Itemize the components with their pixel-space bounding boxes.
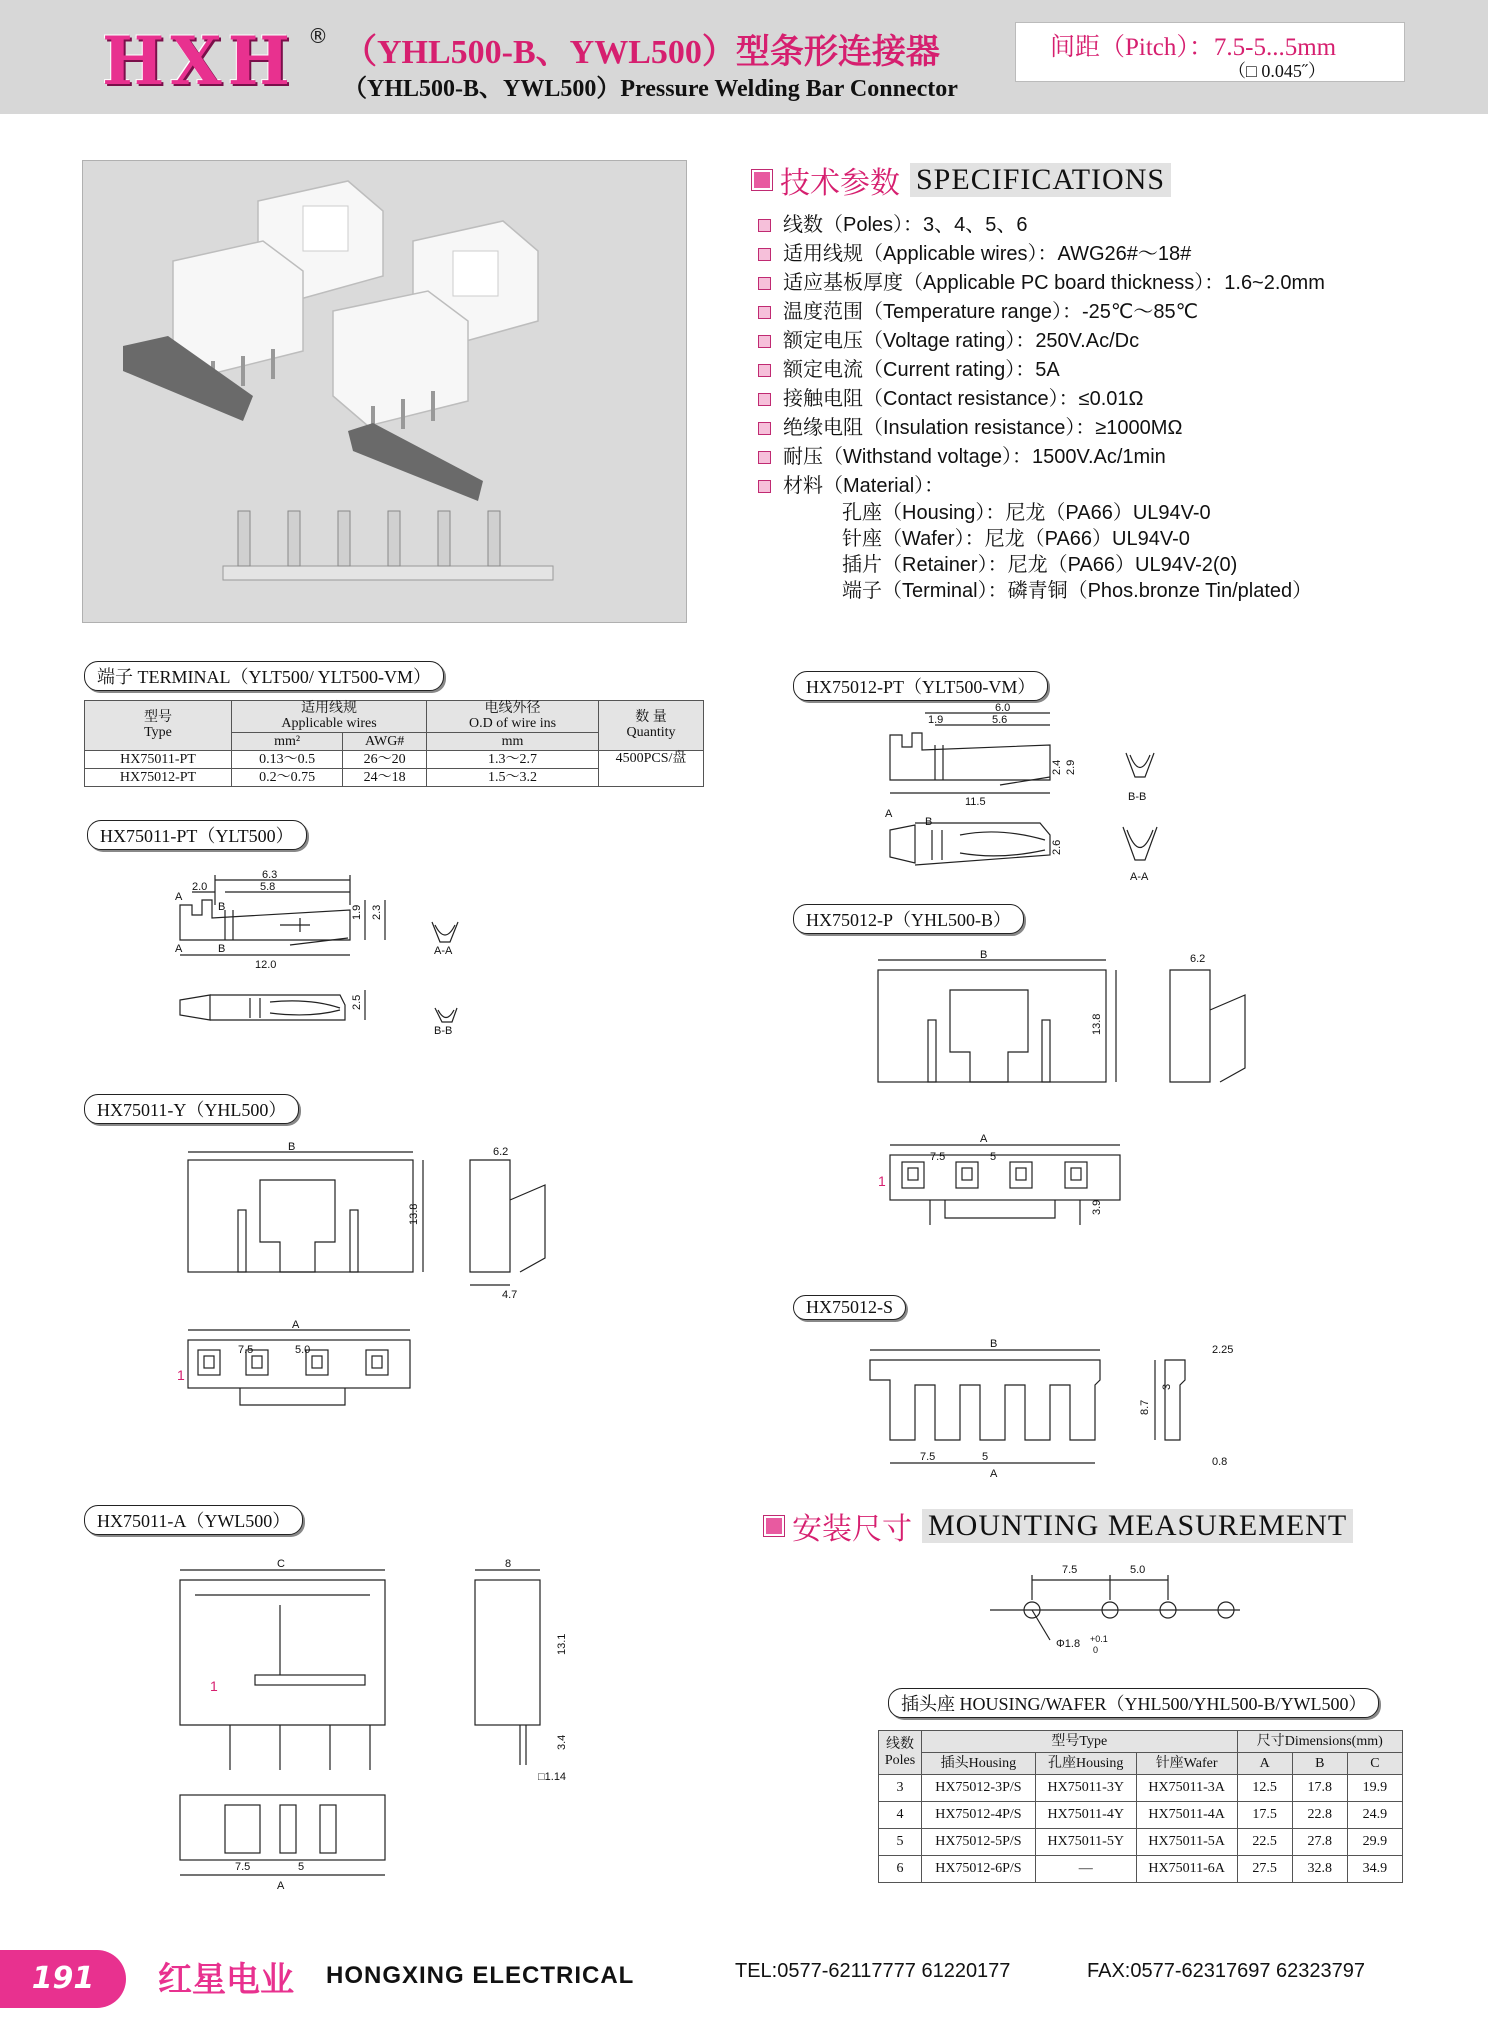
svg-text:7.5: 7.5 [238,1344,254,1356]
svg-text:A-A: A-A [1130,871,1149,883]
bullet-icon [758,219,771,232]
svg-text:7.5: 7.5 [1062,1564,1078,1576]
svg-text:1.9: 1.9 [351,904,363,920]
svg-text:C: C [277,1558,285,1570]
svg-text:2.9: 2.9 [1065,759,1077,775]
material-row: 端子（Terminal）：磷青铜（Phos.bronze Tin/plated） [842,580,1313,602]
svg-text:2.0: 2.0 [192,881,208,893]
svg-text:2.25: 2.25 [1212,1344,1234,1356]
svg-text:6.3: 6.3 [262,869,278,881]
svg-text:5: 5 [982,1451,989,1463]
terminal-table: 型号 Type 适用线规 Applicable wires 电线外径 O.D of wire ins 数 量 Quantity mm² AWG# mm HX75011-PT 0.13～0.5 26～20 1.3～2.7 4500PCS/盘 HX75012-PT 0.2～0.75 24～18 1.5～3.2 [84,700,704,787]
table-row: 3 HX75012-3P/S HX75011-3Y HX75011-3A 12.5 17.8 19.9 [879,1775,1403,1802]
svg-text:0: 0 [1093,1645,1099,1655]
company-name-cn: 红星电业 [158,1960,294,2000]
fax: FAX:0577-62317697 62323797 [1087,1960,1366,1982]
svg-text:6.0: 6.0 [995,702,1011,714]
svg-text:11.5: 11.5 [965,796,986,808]
spec-row: 材料（Material）： [758,469,944,498]
hx75012-pt-label: HX75012-PT（YLT500-VM） [793,671,1048,701]
spec-row: 线数（Poles）：3、4、5、6 [758,208,1028,237]
type-header: 型号Type [922,1731,1238,1753]
bullet-icon [758,393,771,406]
title-chinese: （YHL500-B、YWL500）型条形连接器 [343,34,940,71]
dimensions-header: 尺寸Dimensions(mm) [1237,1731,1402,1753]
pitch-value: 间距（Pitch）：7.5-5...5mm [1050,34,1337,61]
svg-text:3.9: 3.9 [1091,1199,1103,1215]
svg-text:2.5: 2.5 [351,994,363,1010]
svg-text:B-B: B-B [1128,791,1147,803]
mounting-hole-drawing [990,1555,1250,1665]
svg-text:7.5: 7.5 [930,1151,946,1163]
bullet-icon [758,480,771,493]
hx75012-s-label: HX75012-S [793,1295,906,1320]
svg-text:A: A [980,1133,988,1145]
square-bullet-icon [752,170,772,190]
svg-text:5.0: 5.0 [295,1344,311,1356]
svg-text:A: A [885,808,893,820]
svg-text:A: A [175,943,183,955]
registered-mark: ® [308,24,328,48]
connector-illustration [83,161,686,622]
svg-text:5.6: 5.6 [992,714,1008,726]
svg-text:A: A [292,1319,300,1331]
table-row: HX75011-PT 0.13～0.5 26～20 1.3～2.7 4500PCS/盘 [85,750,704,768]
pitch-box [1015,22,1405,82]
hxh-logo: HXH [102,22,296,100]
svg-text:A: A [175,891,183,903]
housing-wafer-table: 线数 Poles 型号Type 尺寸Dimensions(mm) 插头Housing 孔座Housing 针座Wafer A B C 3 HX75012-3P/S HX75011-3Y HX75011-3A 12.5 17.8 19.9 4 HX75012-4P/S HX75011-4Y HX75011-4A 17.5 22.8 24.9 5 HX75012-5P/S HX75011-5Y HX75011-5A 22.5 27.8 29.9 6 HX75012-6P/S — HX75011-6A 27.5 32.8 34.9 [878,1730,1403,1883]
table-row: 6 HX75012-6P/S — HX75011-6A 27.5 32.8 34.9 [879,1856,1403,1883]
table-row: 5 HX75012-5P/S HX75011-5Y HX75011-5A 22.5 27.8 29.9 [879,1829,1403,1856]
svg-text:B: B [925,816,933,828]
svg-text:5.0: 5.0 [1130,1564,1146,1576]
table-row: HX75012-PT 0.2～0.75 24～18 1.5～3.2 [85,768,704,786]
svg-text:8: 8 [505,1558,512,1570]
svg-text:5.8: 5.8 [260,881,276,893]
svg-text:6.2: 6.2 [493,1146,509,1158]
svg-text:A: A [277,1880,285,1892]
bullet-icon [758,248,771,261]
svg-text:8.7: 8.7 [1139,1399,1151,1415]
material-row: 插片（Retainer）：尼龙（PA66）UL94V-2(0) [842,554,1238,576]
bullet-icon [758,422,771,435]
svg-text:5: 5 [298,1861,305,1873]
svg-text:□1.14: □1.14 [538,1771,567,1783]
title-english: （YHL500-B、YWL500）Pressure Welding Bar Connector [343,76,958,102]
svg-text:3: 3 [1161,1383,1173,1390]
svg-text:3.4: 3.4 [556,1734,568,1750]
svg-text:13.1: 13.1 [556,1633,568,1655]
page-number: 191 [0,1950,126,2008]
hx75011-pt-drawing [170,870,510,1070]
svg-text:13.8: 13.8 [408,1203,420,1225]
spec-row: 额定电流（Current rating）：5A [758,353,1060,382]
svg-text:2.6: 2.6 [1051,839,1063,855]
spec-row: 温度范围（Temperature range）：-25℃～85℃ [758,295,1198,324]
svg-text:B: B [218,901,226,913]
svg-text:12.0: 12.0 [255,959,277,971]
svg-text:A-A: A-A [434,945,453,957]
svg-text:6.2: 6.2 [1190,953,1206,965]
poles-header: 线数 Poles [879,1731,922,1775]
hx75011-a-drawing [170,1555,600,1895]
svg-text:2.4: 2.4 [1051,759,1063,775]
bullet-icon [758,306,771,319]
svg-text:2.3: 2.3 [371,904,383,920]
spec-row: 额定电压（Voltage rating）：250V.Ac/Dc [758,324,1139,353]
svg-text:1: 1 [210,1678,218,1694]
telephone: TEL:0577-62117777 61220177 [735,1960,1011,1982]
hx75011-a-label: HX75011-A（YWL500） [84,1505,303,1535]
specifications-heading [752,158,1171,202]
svg-text:1: 1 [177,1367,185,1383]
svg-text:1.9: 1.9 [928,714,944,726]
svg-text:0.8: 0.8 [1212,1456,1228,1468]
bullet-icon [758,277,771,290]
svg-text:Φ1.8: Φ1.8 [1056,1638,1081,1650]
svg-text:5: 5 [990,1151,997,1163]
svg-text:A: A [990,1468,998,1480]
svg-text:B: B [980,949,988,961]
svg-text:+0.1: +0.1 [1090,1634,1108,1644]
svg-text:4.7: 4.7 [502,1289,518,1301]
svg-text:B: B [288,1141,296,1153]
svg-text:1: 1 [878,1173,886,1189]
spec-row: 耐压（Withstand voltage）：1500V.Ac/1min [758,440,1166,469]
hx75012-p-drawing [870,950,1290,1270]
hx75011-y-drawing [177,1140,580,1470]
spec-row: 接触电阻（Contact resistance）：≤0.01Ω [758,382,1144,411]
hx75012-p-label: HX75012-P（YHL500-B） [793,904,1024,934]
svg-text:B: B [990,1338,998,1350]
spec-row: 适用线规（Applicable wires）：AWG26#～18# [758,237,1191,266]
table-row: 4 HX75012-4P/S HX75011-4Y HX75011-4A 17.5 22.8 24.9 [879,1802,1403,1829]
specs-heading-en: SPECIFICATIONS [910,163,1171,197]
square-bullet-icon [764,1516,784,1536]
material-row: 孔座（Housing）：尼龙（PA66）UL94V-0 [842,502,1211,524]
svg-text:B: B [218,943,226,955]
svg-text:7.5: 7.5 [235,1861,251,1873]
type-header: 型号 Type [85,701,232,751]
terminal-label: 端子 TERMINAL（YLT500/ YLT500-VM） [84,661,444,691]
svg-text:7.5: 7.5 [920,1451,936,1463]
hx75011-y-label: HX75011-Y（YHL500） [84,1094,299,1124]
company-name-en: HONGXING ELECTRICAL [326,1962,635,1989]
quantity-header: 数 量 Quantity [599,701,704,751]
mounting-heading-en: MOUNTING MEASUREMENT [922,1509,1353,1543]
pitch-inch: （□ 0.045˝） [1228,61,1326,81]
hx75012-pt-drawing [880,702,1180,895]
housing-wafer-label: 插头座 HOUSING/WAFER（YHL500/YHL500-B/YWL500） [888,1688,1379,1718]
bullet-icon [758,335,771,348]
specs-heading-cn: 技术参数 [780,166,900,201]
bullet-icon [758,451,771,464]
spec-row: 绝缘电阻（Insulation resistance）：≥1000MΩ [758,411,1182,440]
material-row: 针座（Wafer）：尼龙（PA66）UL94V-0 [842,528,1190,550]
od-header: 电线外径 O.D of wire ins [427,701,599,733]
hx75011-pt-label: HX75011-PT（YLT500） [87,820,307,850]
product-photo [82,160,687,623]
hx75012-s-drawing [860,1335,1260,1485]
spec-row: 适应基板厚度（Applicable PC board thickness）：1.6~2.0mm [758,266,1325,295]
page-header [0,0,1488,114]
mounting-heading [764,1504,1353,1548]
svg-text:13.8: 13.8 [1091,1013,1103,1035]
svg-text:B-B: B-B [434,1025,453,1037]
bullet-icon [758,364,771,377]
wires-header: 适用线规 Applicable wires [232,701,427,733]
mounting-heading-cn: 安装尺寸 [792,1512,912,1547]
